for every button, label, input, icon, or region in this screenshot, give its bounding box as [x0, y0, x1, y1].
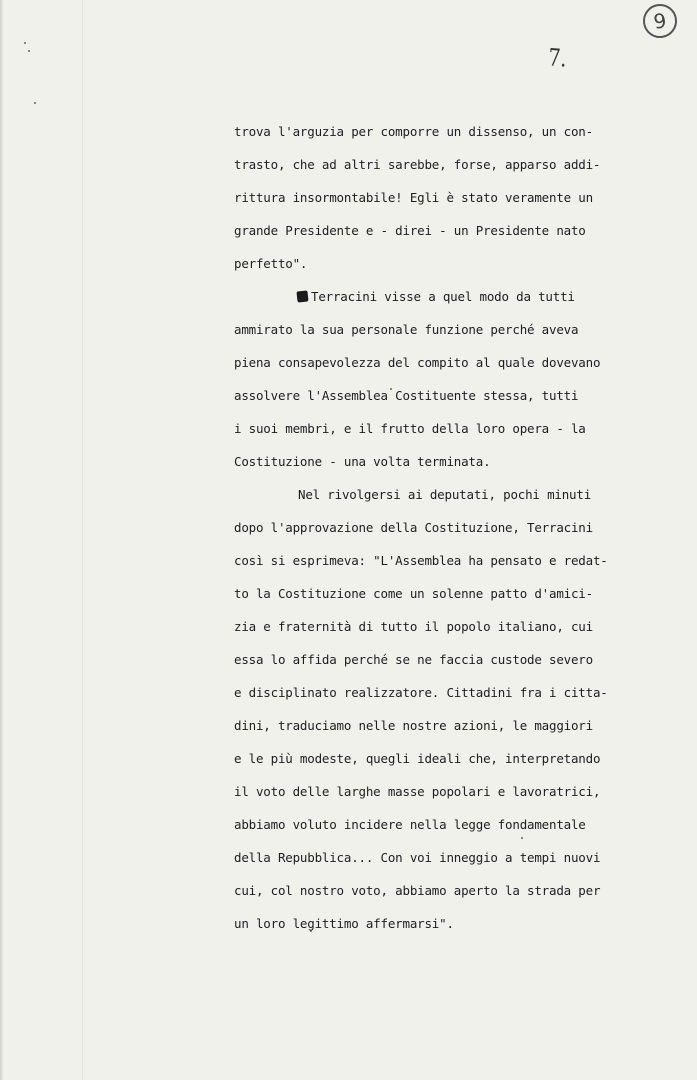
text-line: dopo l'approvazione della Costituzione, Terracini	[234, 520, 593, 535]
scan-speck	[24, 42, 26, 44]
text-line: Nel rivolgersi ai deputati, pochi minuti	[298, 487, 592, 502]
text-line: perfetto".	[234, 256, 308, 271]
text-line: essa lo affida perché se ne faccia custode severo	[234, 652, 593, 667]
page-edge-shadow	[0, 0, 4, 1080]
scan-speck	[521, 837, 523, 839]
text-line: ammirato la sua personale funzione perché aveva	[234, 322, 579, 337]
text-line: il voto delle larghe masse popolari e lavoratrici,	[234, 784, 601, 799]
text-line: un loro legittimo affermarsi".	[234, 916, 454, 931]
scan-speck	[34, 102, 36, 104]
text-line: dini, traduciamo nelle nostre azioni, le maggiori	[234, 718, 593, 733]
text-line-content: Terracini visse a quel modo da tutti	[311, 289, 575, 304]
text-line: Costituzione - una volta terminata.	[234, 454, 491, 469]
text-line	[297, 289, 575, 305]
text-line: così si esprimeva: "L'Assemblea ha pensato e redat-	[234, 553, 608, 568]
text-line: i suoi membri, e il frutto della loro opera - la	[234, 421, 586, 436]
handwritten-page-number: 7.	[547, 43, 568, 73]
text-line: zia e fraternità di tutto il popolo italiano, cui	[234, 619, 593, 634]
text-line: assolvere l'Assemblea Costituente stessa, tutti	[234, 388, 579, 403]
text-line: grande Presidente e - direi - un Presidente nato	[234, 223, 586, 238]
scan-speck	[28, 50, 30, 52]
text-line: piena consapevolezza del compito al quale dovevano	[234, 355, 601, 370]
text-line: to la Costituzione come un solenne patto d'amici-	[234, 586, 593, 601]
text-line: trova l'arguzia per comporre un dissenso, un con-	[234, 124, 593, 139]
text-line: cui, col nostro voto, abbiamo aperto la strada per	[234, 883, 601, 898]
circled-page-number: 9	[641, 2, 679, 40]
text-line: e disciplinato realizzatore. Cittadini fra i citta-	[234, 685, 608, 700]
text-line: abbiamo voluto incidere nella legge fondamentale	[234, 817, 586, 832]
text-line: rittura insormontabile! Egli è stato veramente un	[234, 190, 593, 205]
text-line: e le più modeste, quegli ideali che, interpretando	[234, 751, 601, 766]
text-line: trasto, che ad altri sarebbe, forse, apparso addi-	[234, 157, 601, 172]
page-fold-line	[82, 0, 83, 1080]
ink-blot-mark	[296, 290, 308, 302]
text-line: della Repubblica... Con voi inneggio a tempi nuovi	[234, 850, 601, 865]
